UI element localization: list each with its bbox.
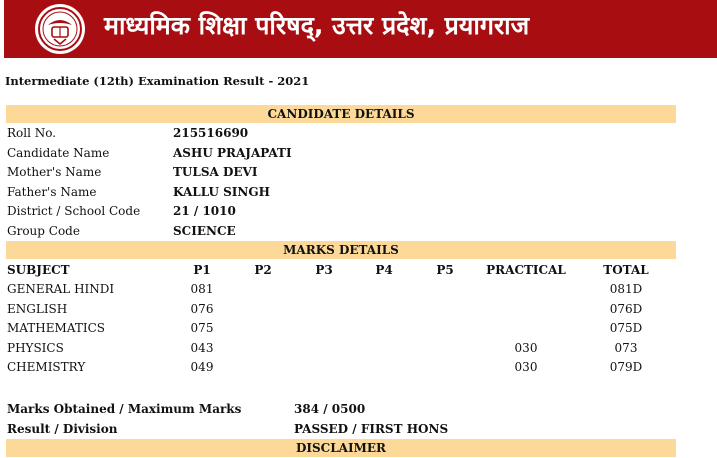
column-header: P5 <box>436 263 454 277</box>
column-header: P1 <box>193 263 211 277</box>
result-summary-label: Result / Division <box>7 422 118 436</box>
field-value: ASHU PRAJAPATI <box>173 146 292 160</box>
total-cell: 073 <box>614 341 638 355</box>
field-value: SCIENCE <box>173 224 236 238</box>
column-header: PRACTICAL <box>486 263 566 277</box>
total-cell: 081D <box>609 282 643 296</box>
marks-table-header <box>7 261 676 280</box>
field-value: TULSA DEVI <box>173 165 258 179</box>
board-emblem-icon <box>34 3 86 55</box>
field-label: Candidate Name <box>7 146 110 160</box>
field-label: Roll No. <box>7 126 57 140</box>
field-label: Father's Name <box>7 185 97 199</box>
field-label: Group Code <box>7 224 80 238</box>
table-row <box>7 300 676 319</box>
field-value: KALLU SINGH <box>173 185 270 199</box>
subject-cell: PHYSICS <box>7 341 64 355</box>
p1-cell: 075 <box>190 321 214 335</box>
total-cell: 075D <box>609 321 643 335</box>
field-value: 215516690 <box>173 126 249 140</box>
p1-cell: 043 <box>190 341 214 355</box>
subject-cell: MATHEMATICS <box>7 321 105 335</box>
marks-summary-value: 384 / 0500 <box>294 402 366 416</box>
p1-cell: 049 <box>190 360 214 374</box>
total-cell: 079D <box>609 360 643 374</box>
candidate-details-heading: CANDIDATE DETAILS <box>6 105 676 123</box>
subject-cell: ENGLISH <box>7 302 68 316</box>
exam-title: Intermediate (12th) Examination Result - 2021 <box>5 74 310 88</box>
marks-summary-row <box>7 400 366 419</box>
p1-cell: 076 <box>190 302 214 316</box>
total-cell: 076D <box>609 302 643 316</box>
field-label: District / School Code <box>7 204 141 218</box>
column-header: P4 <box>375 263 393 277</box>
disclaimer-heading: DISCLAIMER <box>6 439 676 457</box>
marks-summary-label: Marks Obtained / Maximum Marks <box>7 402 242 416</box>
marks-details-heading: MARKS DETAILS <box>6 241 676 259</box>
field-value: 21 / 1010 <box>173 204 236 218</box>
table-row <box>7 319 676 338</box>
column-header: P3 <box>315 263 333 277</box>
table-row <box>7 339 676 358</box>
site-header <box>4 0 717 58</box>
board-title: माध्यमिक शिक्षा परिषद्, उत्तर प्रदेश, प्रयागराज <box>104 11 530 40</box>
column-header: SUBJECT <box>7 263 70 277</box>
subject-cell: CHEMISTRY <box>7 360 86 374</box>
table-row <box>7 280 676 299</box>
column-header: P2 <box>254 263 272 277</box>
table-row <box>7 358 676 377</box>
result-summary-value: PASSED / FIRST HONS <box>294 422 449 436</box>
result-summary-row <box>7 420 449 439</box>
column-header: TOTAL <box>603 263 649 277</box>
practical-cell: 030 <box>514 341 538 355</box>
p1-cell: 081 <box>190 282 214 296</box>
practical-cell: 030 <box>514 360 538 374</box>
field-label: Mother's Name <box>7 165 102 179</box>
subject-cell: GENERAL HINDI <box>7 282 115 296</box>
